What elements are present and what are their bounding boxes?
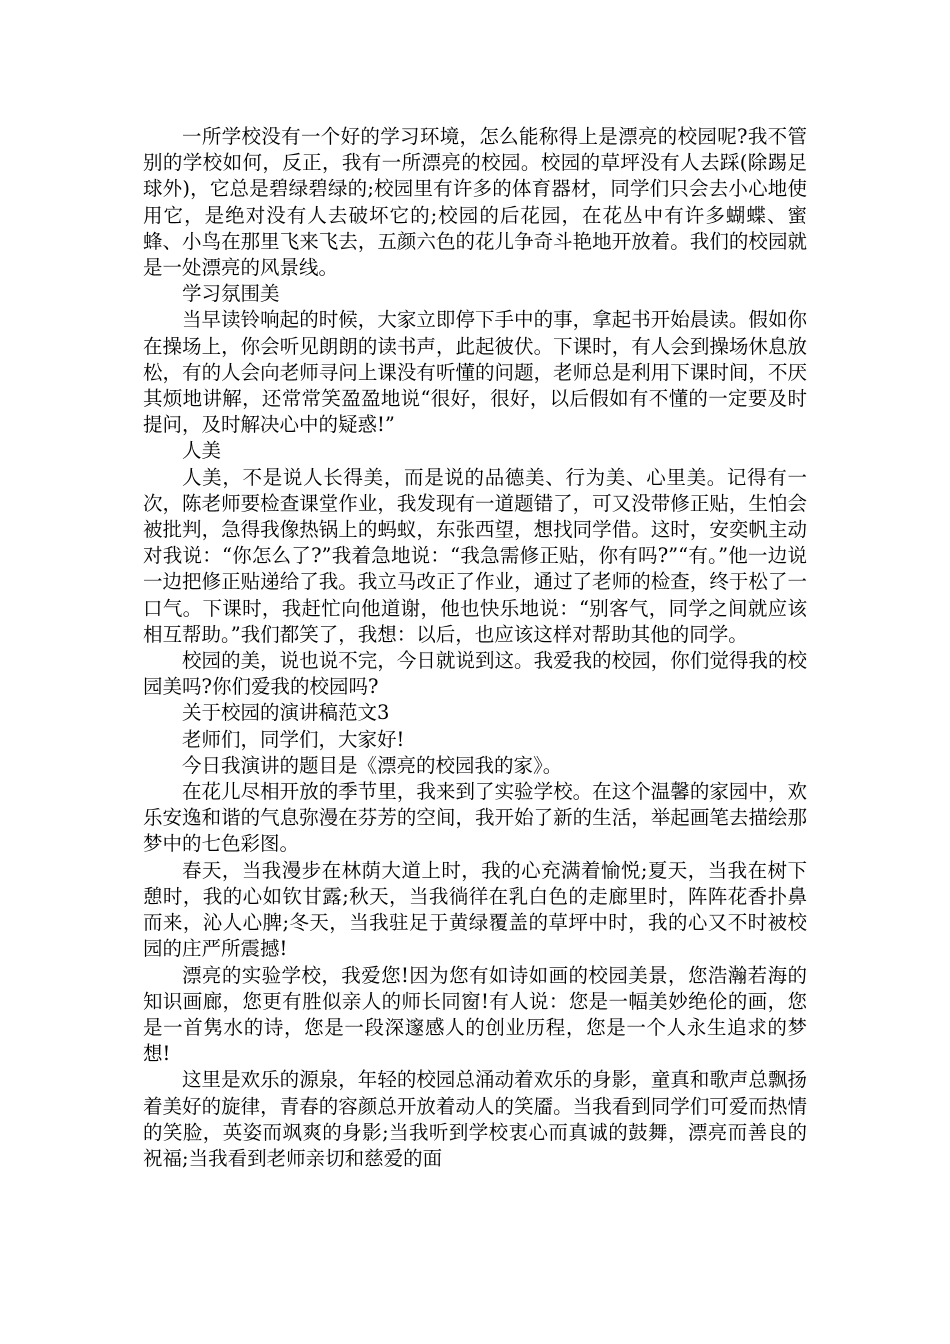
paragraph-morning-reading: 当早读铃响起的时候，大家立即停下手中的事，拿起书开始晨读。假如你在操场上，你会听见朗朗的读书声，此起彼伏。下课时，有人会到操场休息放松，有的人会向老师寻问上课没有听懂的问题，老师总是利用下课时间，不厌其烦地讲解，还常常笑盈盈地说“很好，很好，以后假如有不懂的一定要及时提问，及时解决心中的疑惑!” <box>143 308 807 437</box>
document-body <box>143 124 807 1172</box>
paragraph-intro: 一所学校没有一个好的学习环境，怎么能称得上是漂亮的校园呢?我不管别的学校如何，反正，我有一所漂亮的校园。校园的草坪没有人去踩(除踢足球外)，它总是碧绿碧绿的;校园里有许多的体育器材，同学们只会去小心地使用它，是绝对没有人去破坏它的;校园的后花园，在花丛中有许多蝴蝶、蜜蜂、小鸟在那里飞来飞去，五颜六色的花儿争奇斗艳地开放着。我们的校园就是一处漂亮的风景线。 <box>143 125 807 280</box>
paragraph-arrival: 在花儿尽相开放的季节里，我来到了实验学校。在这个温馨的家园中，欢乐安逸和谐的气息弥漫在芬芳的空间，我开始了新的生活，举起画笔去描绘那梦中的七色彩图。 <box>143 780 807 856</box>
section-heading-study-atmosphere: 学习氛围美 <box>182 282 280 306</box>
paragraph-conclusion: 校园的美，说也说不完，今日就说到这。我爱我的校园，你们觉得我的校园美吗?你们爱我的校园吗? <box>143 649 807 699</box>
speech-greeting: 老师们，同学们，大家好! <box>182 727 405 751</box>
section-heading-people: 人美 <box>182 439 222 463</box>
paragraph-joy: 这里是欢乐的源泉，年轻的校园总涌动着欢乐的身影，童真和歌声总飘扬着美好的旋律，青春的容颜总开放着动人的笑靥。当我看到同学们可爱而热情的笑脸，英姿而飒爽的身影;当我听到学校衷心而真诚的鼓舞，漂亮而善良的祝福;当我看到老师亲切和慈爱的面 <box>143 1068 807 1170</box>
paragraph-praise: 漂亮的实验学校，我爱您!因为您有如诗如画的校园美景，您浩瀚若海的知识画廊，您更有胜似亲人的师长同窗!有人说：您是一幅美妙绝伦的画，您是一首隽水的诗，您是一段深邃感人的创业历程，您是一个人永生追求的梦想! <box>143 963 807 1066</box>
paragraph-people-story: 人美，不是说人长得美，而是说的品德美、行为美、心里美。记得有一次，陈老师要检查课堂作业，我发现有一道题错了，可又没带修正贴，生怕会被批判，急得我像热锅上的蚂蚁，东张西望，想找同学借。这时，安奕帆主动对我说：“你怎么了?”我着急地说：“我急需修正贴，你有吗?”“有。”他一边说一边把修正贴递给了我。我立马改正了作业，通过了老师的检查，终于松了一口气。下课时，我赶忙向他道谢，他也快乐地说：“别客气，同学之间就应该相互帮助。”我们都笑了，我想：以后，也应该这样对帮助其他的同学。 <box>143 465 807 646</box>
paragraph-seasons: 春天，当我漫步在林荫大道上时，我的心充满着愉悦;夏天，当我在树下憩时，我的心如钦甘露;秋天，当我徜徉在乳白色的走廊里时，阵阵花香扑鼻而来，沁人心脾;冬天，当我驻足于黄绿覆盖的草坪中时，我的心又不时被校园的庄严所震撼! <box>143 858 807 961</box>
speech-title: 关于校园的演讲稿范文3 <box>182 701 390 725</box>
speech-topic: 今日我演讲的题目是《漂亮的校园我的家》。 <box>182 753 563 777</box>
